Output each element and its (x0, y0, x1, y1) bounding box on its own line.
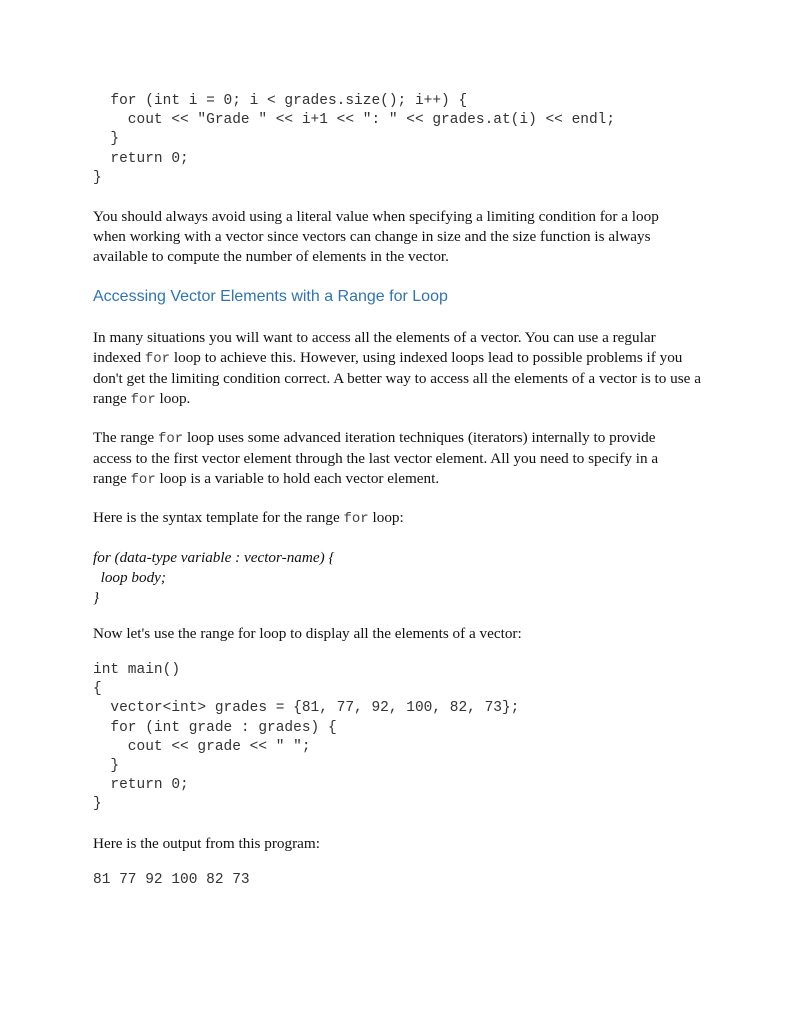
inline-code: for (144, 351, 171, 367)
inline-code: for (130, 472, 156, 488)
code-line: cout << grade << " "; (93, 738, 311, 755)
code-line: vector<int> grades = {81, 77, 92, 100, 82, 73}; (93, 700, 520, 717)
inline-code: for (157, 431, 184, 447)
program-output: 81 77 92 100 82 73 (93, 872, 250, 888)
code-line: return 0; (93, 777, 189, 794)
inline-code: for (130, 392, 156, 408)
syntax-line: for (data-type variable : vector-name) { (93, 549, 335, 566)
paragraph-range-example-intro: Now let's use the range for loop to display all the elements of a vector: (93, 625, 522, 642)
text-span: loop. (155, 390, 191, 407)
syntax-line: } (93, 589, 100, 606)
text-span: The range (93, 429, 158, 446)
section-heading: Accessing Vector Elements with a Range for Loop (93, 288, 448, 305)
code-line: return 0; (93, 150, 189, 167)
text-span: loop: (368, 509, 404, 526)
code-line: int main() (93, 662, 181, 678)
code-line: } (93, 796, 102, 813)
code-line: { (93, 681, 102, 698)
text-span: Here is the syntax template for the range (93, 509, 344, 526)
text-span: loop to achieve this. However, using indexed loops lead to possible problems if you don't get the limiting condition correct. A better way to access all the elements of a vector is to use a range (93, 349, 701, 407)
code-block-main (93, 661, 519, 815)
text-span: In many situations you will want to access all the elements of a vector. You can use a regular indexed (93, 329, 656, 366)
paragraph-syntax-intro (93, 508, 693, 529)
paragraph-range-loop (93, 428, 683, 490)
code-line: } (93, 131, 120, 148)
inline-code: for (343, 511, 369, 527)
text-span: loop is a variable to hold each vector element. (155, 470, 440, 487)
paragraph-literal-value: You should always avoid using a literal value when specifying a limiting condition for a loop when working with a vector since vectors can change in size and the size function is always available to compute the number of elements in the vector. (93, 208, 659, 265)
paragraph-output-intro: Here is the output from this program: (93, 835, 320, 852)
code-line: for (int i = 0; i < grades.size(); i++) { (93, 93, 468, 109)
code-line: } (93, 169, 102, 186)
code-block-top (93, 92, 615, 188)
syntax-line: loop body; (93, 569, 166, 586)
syntax-template (93, 548, 335, 608)
code-line: cout << "Grade " << i+1 << ": " << grades.at(i) << endl; (93, 112, 616, 129)
code-line: } (93, 758, 120, 775)
code-line: for (int grade : grades) { (93, 719, 337, 736)
text-span: loop uses some advanced iteration techniques (iterators) internally to provide access to the first vector element through the last vector element. All you need to specify in a range (93, 429, 659, 487)
paragraph-indexed-loop (93, 328, 705, 410)
